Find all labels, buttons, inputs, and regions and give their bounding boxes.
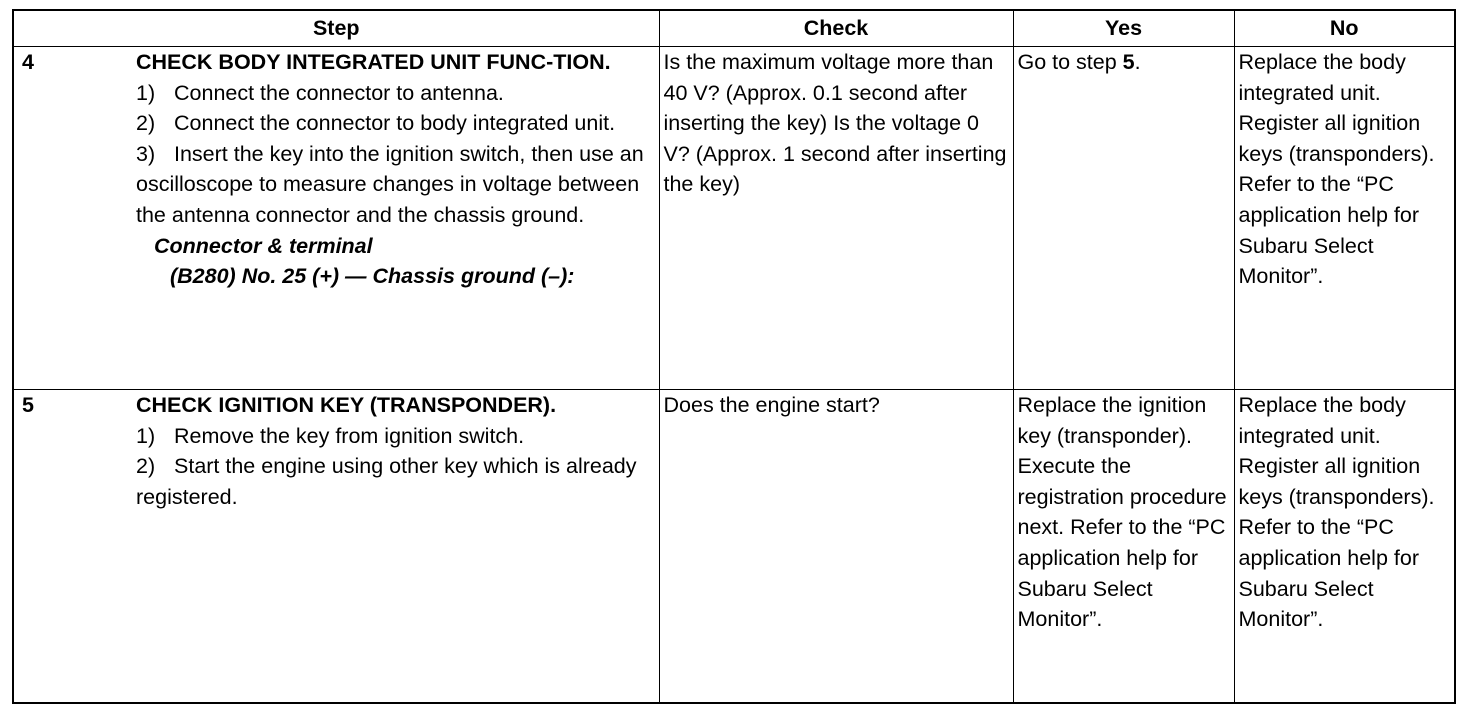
substep: 2) Start the engine using other key which is already registered. — [136, 454, 637, 509]
no-cell: Replace the body integrated unit. Register all ignition keys (transponders). Refer to the “PC application help for Subaru Select Monitor”. — [1234, 390, 1455, 704]
diagnostic-table — [12, 9, 1456, 704]
check-cell: Is the maximum voltage more than 40 V? (Approx. 0.1 second after inserting the key) Is the voltage 0 V? (Approx. 1 second after inserting the key) — [659, 47, 1013, 390]
step-title: CHECK IGNITION KEY (TRANSPONDER). — [136, 393, 557, 417]
table-row-step-4 — [13, 47, 1455, 390]
header-no: No — [1234, 10, 1455, 47]
substep: 1) Remove the key from ignition switch. — [136, 423, 525, 448]
header-step: Step — [13, 10, 659, 47]
step-title: CHECK BODY INTEGRATED UNIT FUNC-TION. — [136, 50, 611, 74]
header-yes: Yes — [1013, 10, 1234, 47]
step-number: 4 — [22, 50, 34, 74]
header-row — [13, 10, 1455, 47]
step-cell — [13, 47, 659, 390]
step-number: 5 — [22, 393, 34, 417]
substep: 1) Connect the connector to antenna. — [136, 80, 504, 105]
substep: 3) Insert the key into the ignition switch, then use an oscilloscope to measure changes in voltage between the antenna connector and the chassis ground. — [136, 141, 644, 227]
yes-cell: Replace the ignition key (transponder). Execute the registration procedure next. Refer to the “PC application help for Subaru Select Monitor”. — [1013, 390, 1234, 704]
check-cell: Does the engine start? — [659, 390, 1013, 704]
no-cell: Replace the body integrated unit. Register all ignition keys (transponders). Refer to the “PC application help for Subaru Select Monitor”. — [1234, 47, 1455, 390]
substep: 2) Connect the connector to body integrated unit. — [136, 111, 616, 136]
connector-label: Connector & terminal — [154, 233, 373, 258]
header-check: Check — [659, 10, 1013, 47]
yes-cell: Go to step 5. — [1013, 47, 1234, 390]
connector-terminal: (B280) No. 25 (+) — Chassis ground (–): — [170, 264, 575, 289]
table-row-step-5 — [13, 390, 1455, 704]
step-cell — [13, 390, 659, 704]
